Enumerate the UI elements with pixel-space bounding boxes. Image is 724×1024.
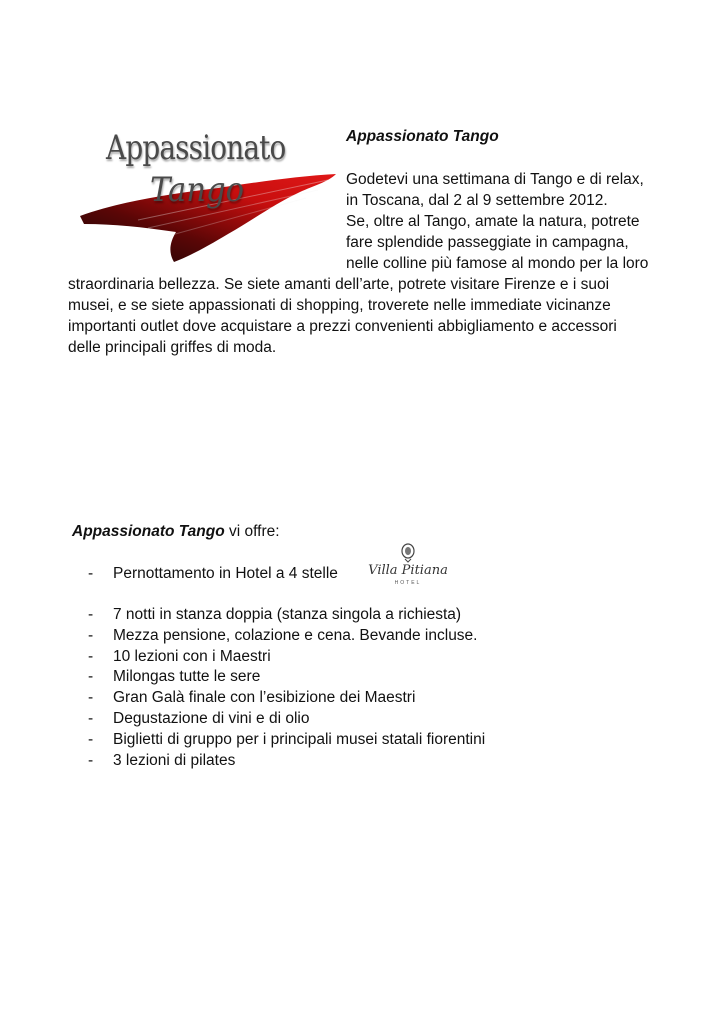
list-item-text: Degustazione di vini e di olio: [113, 710, 310, 727]
bullet-dash: -: [88, 710, 94, 727]
intro-line: importanti outlet dove acquistare a prezzi convenienti abbigliamento e accessori: [68, 318, 617, 335]
offer-heading-brand: Appassionato Tango: [72, 523, 225, 540]
bullet-dash: -: [88, 565, 94, 582]
bullet-dash: -: [88, 627, 94, 644]
bullet-dash: -: [88, 752, 94, 769]
list-item: [88, 627, 478, 645]
intro-line: in Toscana, dal 2 al 9 settembre 2012.: [346, 192, 608, 209]
intro-line: nelle colline più famose al mondo per la loro: [346, 255, 649, 272]
intro-title: Appassionato Tango: [346, 128, 499, 145]
list-item-text: Gran Galà finale con l’esibizione dei Maestri: [113, 689, 416, 706]
list-item: [88, 565, 338, 583]
list-item: [88, 731, 485, 749]
offer-heading-rest: vi offre:: [224, 523, 280, 540]
intro-line: fare splendide passeggiate in campagna,: [346, 234, 629, 251]
intro-line: Godetevi una settimana di Tango e di relax,: [346, 171, 644, 188]
logo-word-tango: Tango: [150, 170, 245, 210]
list-item-text: Milongas tutte le sere: [113, 668, 261, 685]
list-item-text: Biglietti di gruppo per i principali musei statali fiorentini: [113, 731, 486, 748]
logo-word-appassionato: Appassionato: [106, 128, 286, 168]
intro-line: Se, oltre al Tango, amate la natura, potrete: [346, 213, 640, 230]
bullet-dash: -: [88, 606, 94, 623]
offer-heading: [72, 523, 280, 541]
list-item: [88, 668, 260, 686]
appassionato-tango-logo: [78, 124, 340, 264]
intro-line: musei, e se siete appassionati di shopping, troverete nelle immediate vicinanze: [68, 297, 611, 314]
intro-line: delle principali griffes di moda.: [68, 339, 277, 356]
intro-line: straordinaria bellezza. Se siete amanti dell’arte, potrete visitare Firenze e i suoi: [68, 276, 610, 293]
hotel-subtitle: HOTEL: [394, 580, 422, 586]
hotel-name: Villa Pitiana: [368, 563, 448, 578]
bullet-dash: -: [88, 689, 94, 706]
list-item: [88, 606, 461, 624]
list-item-text: 10 lezioni con i Maestri: [113, 648, 271, 665]
list-item: [88, 752, 235, 770]
list-item: [88, 648, 271, 666]
hotel-crest-icon: [400, 543, 416, 563]
list-item-text: 3 lezioni di pilates: [113, 752, 236, 769]
bullet-dash: -: [88, 648, 94, 665]
list-item: [88, 710, 309, 728]
villa-pitiana-logo: [362, 543, 454, 591]
list-item-text: Mezza pensione, colazione e cena. Bevande incluse.: [113, 627, 478, 644]
list-item-text: 7 notti in stanza doppia (stanza singola a richiesta): [113, 606, 462, 623]
list-item: [88, 689, 415, 707]
bullet-dash: -: [88, 731, 94, 748]
list-item-text: Pernottamento in Hotel a 4 stelle: [113, 565, 338, 582]
bullet-dash: -: [88, 668, 94, 685]
